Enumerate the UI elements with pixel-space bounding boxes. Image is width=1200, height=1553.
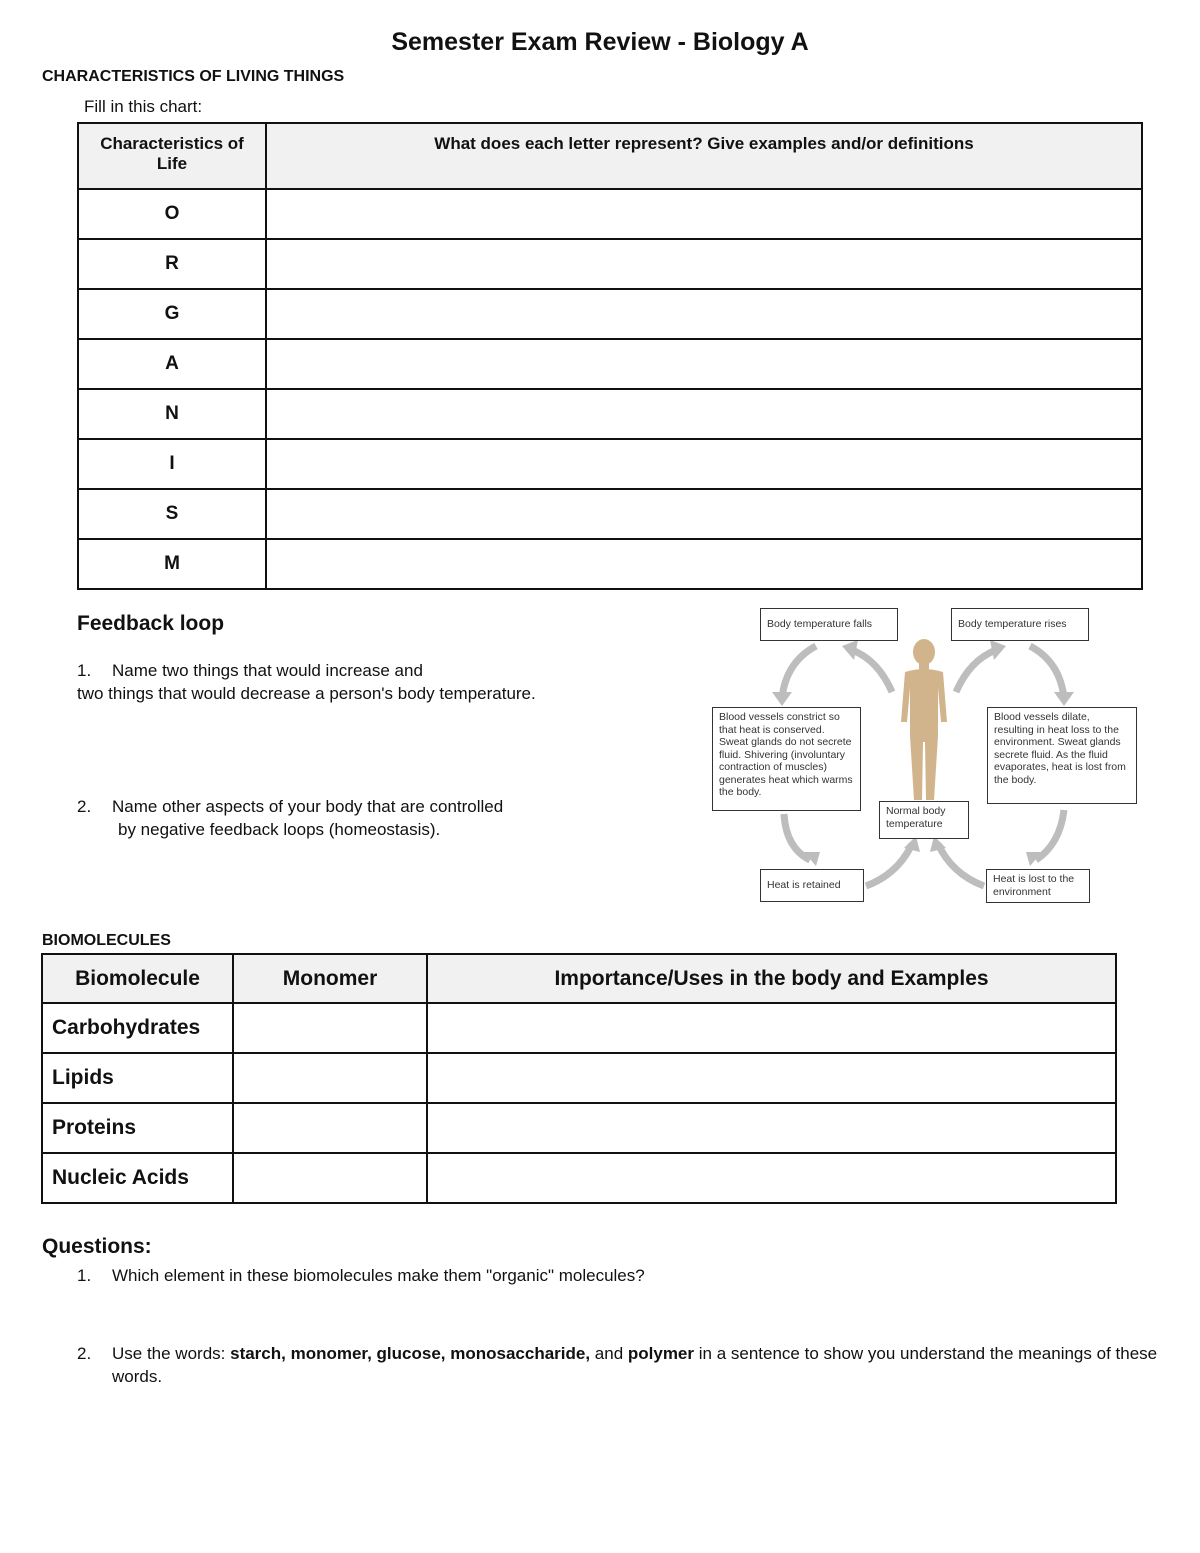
- human-body-figure: [901, 639, 947, 800]
- table-row: [42, 1103, 1116, 1153]
- header-characteristics: Characteristics of Life: [78, 123, 266, 189]
- question-2: [77, 1342, 1167, 1388]
- arrow-icon: [956, 650, 996, 692]
- arrow-icon: [990, 640, 1006, 660]
- box-temperature-rises: Body temperature rises: [951, 608, 1089, 641]
- table-row: [78, 289, 1142, 339]
- table-row: [78, 389, 1142, 439]
- header-letter-meaning: What does each letter represent? Give examples and/or definitions: [266, 123, 1142, 189]
- arrow-icon: [938, 844, 984, 886]
- box-heat-lost: Heat is lost to the environment: [986, 869, 1090, 903]
- key-term-polymer: polymer: [627, 1344, 695, 1363]
- monomer-cell[interactable]: [233, 1003, 427, 1053]
- question-text: [112, 1342, 1167, 1388]
- thermoregulation-diagram: [712, 604, 1152, 908]
- question-text-part: Use the words:: [112, 1344, 231, 1363]
- biomolecules-table: [41, 953, 1117, 1204]
- letter-cell: N: [78, 389, 266, 439]
- header-monomer: Monomer: [233, 954, 427, 1003]
- question-text: Which element in these biomolecules make them "organic" molecules?: [112, 1266, 645, 1285]
- question-text: two things that would decrease a person's body temperature.: [77, 684, 536, 703]
- biomolecule-name: Proteins: [42, 1103, 233, 1153]
- question-text: Name other aspects of your body that are controlled: [112, 797, 504, 816]
- letter-cell: A: [78, 339, 266, 389]
- answer-cell[interactable]: [266, 539, 1142, 589]
- table-row: [78, 239, 1142, 289]
- table-row: [78, 189, 1142, 239]
- arrow-icon: [852, 650, 892, 692]
- question-text: by negative feedback loops (homeostasis).: [118, 820, 441, 839]
- box-heat-retained: Heat is retained: [760, 869, 864, 902]
- letter-cell: M: [78, 539, 266, 589]
- letter-cell: S: [78, 489, 266, 539]
- table-row: [42, 1153, 1116, 1203]
- arrow-icon: [1030, 646, 1064, 698]
- question-number: 2.: [77, 1344, 92, 1363]
- importance-cell[interactable]: [427, 1153, 1116, 1203]
- biomolecule-name: Carbohydrates: [42, 1003, 233, 1053]
- feedback-question-2: [77, 795, 697, 841]
- fill-instruction: Fill in this chart:: [84, 97, 203, 116]
- page-title: Semester Exam Review - Biology A: [391, 28, 809, 56]
- answer-cell[interactable]: [266, 239, 1142, 289]
- letter-cell: O: [78, 189, 266, 239]
- box-normal-temperature: Normal body temperature: [879, 801, 969, 839]
- question-text: Name two things that would increase and: [112, 661, 423, 680]
- table-row: [78, 339, 1142, 389]
- answer-cell[interactable]: [266, 189, 1142, 239]
- arrow-icon: [866, 844, 912, 886]
- section-heading-living-things: CHARACTERISTICS OF LIVING THINGS: [42, 68, 345, 85]
- importance-cell[interactable]: [427, 1103, 1116, 1153]
- question-text-part: and: [590, 1344, 628, 1363]
- answer-cell[interactable]: [266, 389, 1142, 439]
- monomer-cell[interactable]: [233, 1103, 427, 1153]
- importance-cell[interactable]: [427, 1003, 1116, 1053]
- biomolecule-name: Nucleic Acids: [42, 1153, 233, 1203]
- arrow-icon: [772, 692, 792, 706]
- key-terms: starch, monomer, glucose, monosaccharide,: [230, 1344, 591, 1363]
- answer-cell[interactable]: [266, 489, 1142, 539]
- box-vessels-constrict: Blood vessels constrict so that heat is conserved. Sweat glands do not secrete fluid. Shivering (involuntary contraction of muscles) generates heat which warms the body.: [712, 707, 861, 811]
- question-number: 1.: [77, 1266, 92, 1285]
- letter-cell: R: [78, 239, 266, 289]
- questions-heading: Questions:: [42, 1235, 152, 1258]
- arrow-icon: [782, 646, 816, 698]
- arrow-icon: [1054, 692, 1074, 706]
- question-number: 2.: [77, 797, 92, 816]
- table-row: [42, 1053, 1116, 1103]
- table-row: [78, 439, 1142, 489]
- letter-cell: I: [78, 439, 266, 489]
- feedback-heading: Feedback loop: [77, 612, 225, 635]
- header-biomolecule: Biomolecule: [42, 954, 233, 1003]
- letter-cell: G: [78, 289, 266, 339]
- feedback-question-1: [77, 659, 697, 705]
- monomer-cell[interactable]: [233, 1053, 427, 1103]
- answer-cell[interactable]: [266, 439, 1142, 489]
- biomolecule-name: Lipids: [42, 1053, 233, 1103]
- question-number: 1.: [77, 661, 92, 680]
- characteristics-table: [77, 122, 1143, 590]
- box-temperature-falls: Body temperature falls: [760, 608, 898, 641]
- question-1: [77, 1264, 1167, 1287]
- monomer-cell[interactable]: [233, 1153, 427, 1203]
- table-row: [78, 489, 1142, 539]
- question-text-part: in a sentence to show you understand the meanings of these words.: [112, 1344, 1158, 1386]
- box-vessels-dilate: Blood vessels dilate, resulting in heat loss to the environment. Sweat glands secrete fluid. As the fluid evaporates, heat is lost from the body.: [987, 707, 1137, 804]
- table-row: [78, 539, 1142, 589]
- answer-cell[interactable]: [266, 339, 1142, 389]
- importance-cell[interactable]: [427, 1053, 1116, 1103]
- table-row: [42, 1003, 1116, 1053]
- answer-cell[interactable]: [266, 289, 1142, 339]
- arrow-icon: [842, 640, 858, 660]
- section-heading-biomolecules: BIOMOLECULES: [42, 932, 171, 949]
- header-importance: Importance/Uses in the body and Examples: [427, 954, 1116, 1003]
